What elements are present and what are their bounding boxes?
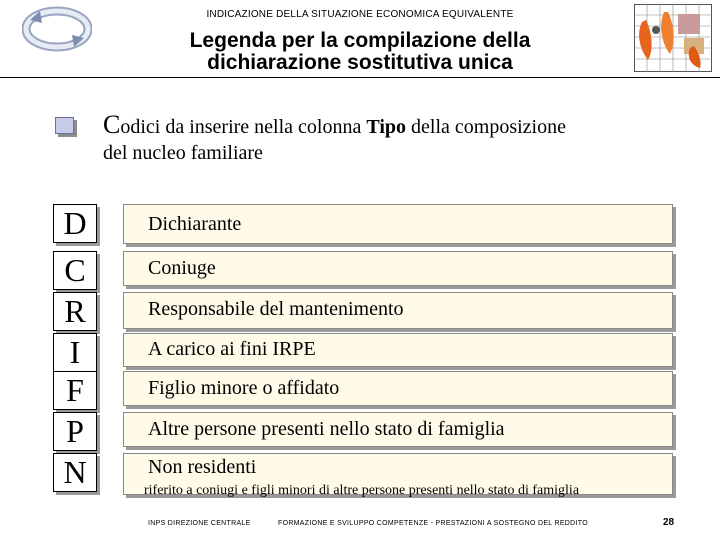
page-title-line1: Legenda per la compilazione della <box>189 29 531 52</box>
code-letter-i: I <box>53 333 97 372</box>
footer-middle: FORMAZIONE E SVILUPPO COMPETENZE - PRESTAZIONI A SOSTEGNO DEL REDDITO <box>278 520 588 527</box>
legend-bar-a-carico <box>123 333 673 367</box>
intro-text-b: della composizione <box>406 116 566 138</box>
code-letter-n: N <box>53 453 97 492</box>
square-bullet-icon <box>55 117 74 134</box>
page-title-line2: dichiarazione sostitutiva unica <box>207 51 513 74</box>
code-letter-f: F <box>53 371 97 410</box>
legend-bar-non-residenti <box>123 453 673 498</box>
header-divider <box>0 77 720 78</box>
legend-bar-dichiarante <box>123 204 673 244</box>
legend-bar-figlio <box>123 371 673 406</box>
legend-label: Figlio minore o affidato <box>148 377 340 399</box>
legend-bar-responsabile <box>123 292 673 329</box>
intro-text-bold: Tipo <box>366 116 407 138</box>
legend-label: Non residenti <box>148 456 257 478</box>
legend-label: Altre persone presenti nello stato di famiglia <box>148 418 505 440</box>
legend-label: Responsabile del mantenimento <box>148 298 404 320</box>
intro-text-a: odici da inserire nella colonna <box>120 116 367 138</box>
page-number: 28 <box>663 517 675 528</box>
intro-text <box>103 112 683 166</box>
legend-label: Dichiarante <box>148 213 242 235</box>
top-title: INDICAZIONE DELLA SITUAZIONE ECONOMICA EQUIVALENTE <box>206 9 514 20</box>
code-letter-p: P <box>53 412 97 451</box>
page-title <box>0 30 720 74</box>
legend-bar-coniuge <box>123 251 673 286</box>
legend-label: A carico ai fini IRPE <box>148 338 316 360</box>
code-letter-c: C <box>53 251 97 290</box>
legend-bar-altre-persone <box>123 412 673 447</box>
intro-initial: C <box>103 110 121 139</box>
legend-note: riferito a coniugi e figli minori di altre persone presenti nello stato di famiglia <box>144 483 580 498</box>
intro-line2: del nucleo familiare <box>103 142 263 164</box>
code-letter-d: D <box>53 204 97 243</box>
code-letter-r: R <box>53 292 97 331</box>
footer-left: INPS DIREZIONE CENTRALE <box>148 520 251 527</box>
legend-label: Coniuge <box>148 257 216 279</box>
